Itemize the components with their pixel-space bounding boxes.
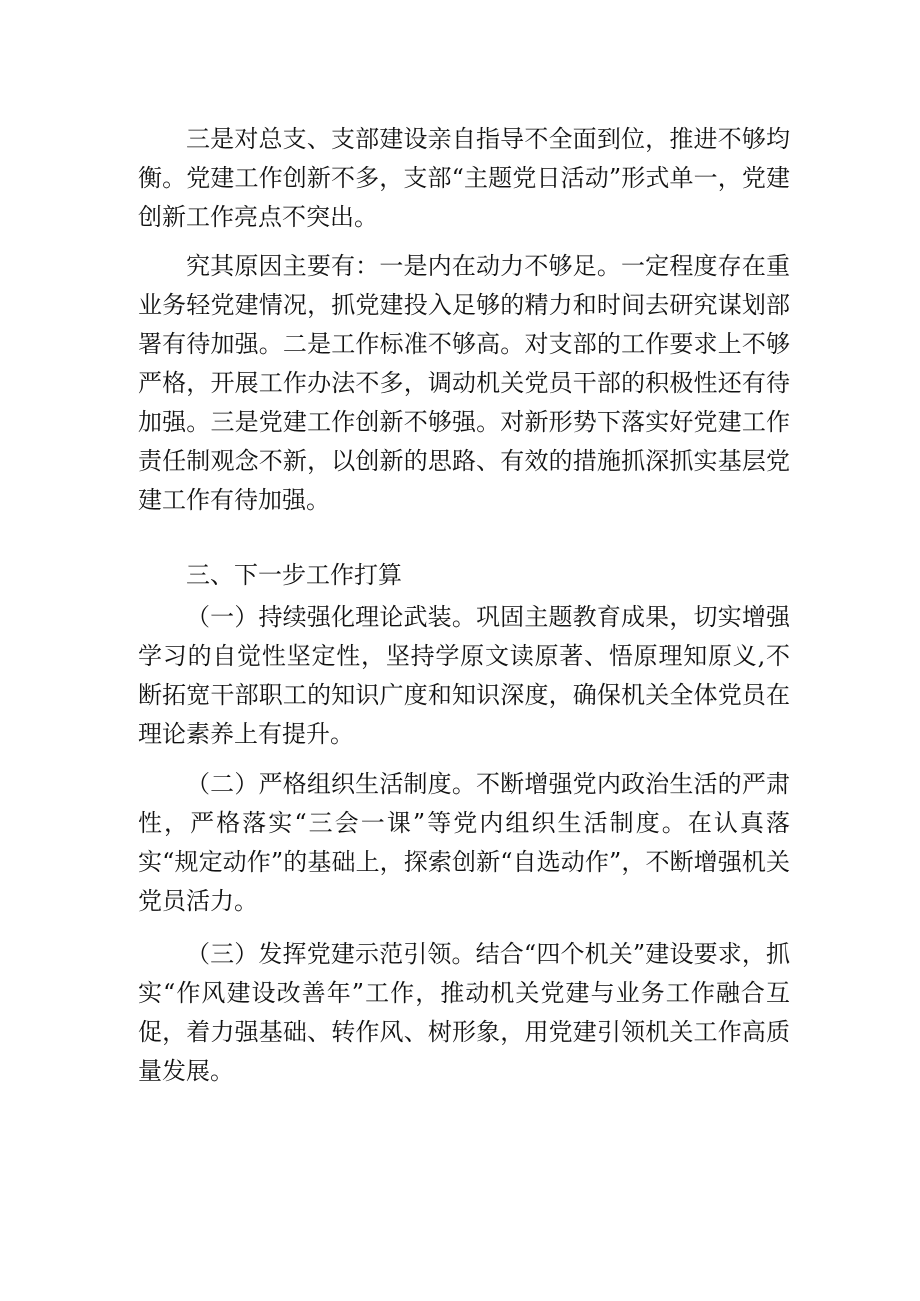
item-theory-arming: （一）持续强化理论武装。巩固主题教育成果，切实增强学习的自觉性坚定性，坚持学原文读原著、悟原理知原义,不断拓宽干部职工的知识广度和知识深度，确保机关全体党员在理论素养上有提升。 [138, 603, 790, 748]
paragraph-root-causes: 究其原因主要有：一是内在动力不够足。一定程度存在重业务轻党建情况，抓党建投入足够的精力和时间去研究谋划部署有待加强。二是工作标准不够高。对支部的工作要求上不够严格，开展工作办法不多，调动机关党员干部的积极性还有待加强。三是党建工作创新不够强。对新形势下落实好党建工作责任制观念不新，以创新的思路、有效的措施抓深抓实基层党建工作有待加强。 [138, 252, 790, 514]
paragraph-shortcomings-3: 三是对总支、支部建设亲自指导不全面到位，推进不够均衡。党建工作创新不多，支部“主题党日活动”形式单一，党建创新工作亮点不突出。 [138, 125, 790, 231]
item-demonstration-leadership: （三）发挥党建示范引领。结合“四个机关”建设要求，抓实“作风建设改善年”工作，推动机关党建与业务工作融合互促，着力强基础、转作风、树形象，用党建引领机关工作高质量发展。 [138, 940, 790, 1085]
item-organizational-life: （二）严格组织生活制度。不断增强党内政治生活的严肃性，严格落实“三会一课”等党内组织生活制度。在认真落实“规定动作”的基础上，探索创新“自选动作”，不断增强机关党员活力。 [138, 770, 790, 915]
section-heading-next-steps: 三、下一步工作打算 [186, 561, 402, 589]
